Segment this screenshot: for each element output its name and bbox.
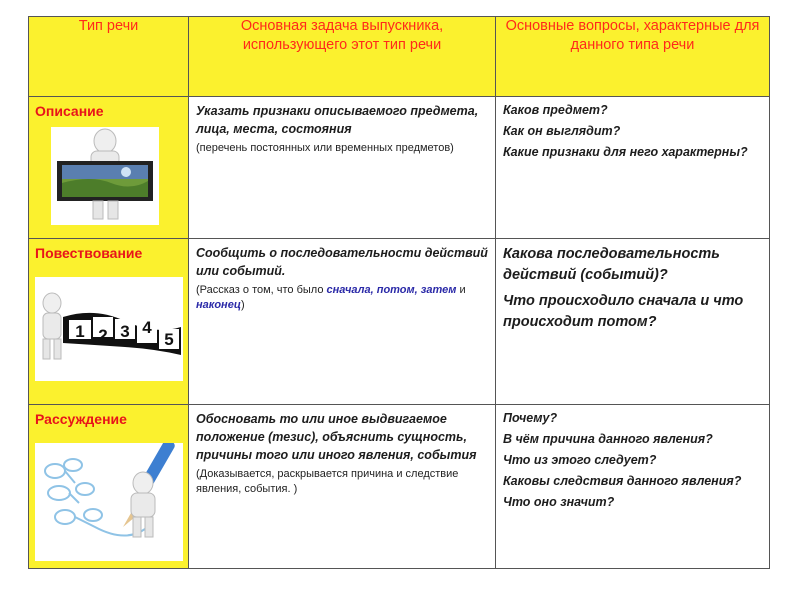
question: Что оно значит? [503,495,615,509]
film-frame-number: 2 [98,326,108,345]
table-row [29,97,770,239]
type-label: Рассуждение [35,411,127,427]
question: Каковы следствия данного явления? [503,474,742,488]
question: Какие признаки для него характерны? [503,145,748,159]
task-cell [189,239,496,405]
header-task: Основная задача выпускника, использующего этот тип речи [189,17,496,97]
type-cell [29,97,189,239]
table-row [29,405,770,569]
task-text: Сообщить о последовательности действий или событий. [196,246,488,278]
question: Каков предмет? [503,103,608,117]
table-row [29,239,770,405]
header-questions: Основные вопросы, характерные для данного типа речи [496,17,770,97]
task-note: (Рассказ о том, что было сначала, потом, затем и наконец) [196,284,466,311]
question: Что из этого следует? [503,453,657,467]
questions-cell [496,405,770,569]
film-frame-number: 4 [142,318,152,337]
man-with-picture-illustration [51,127,159,225]
question: Почему? [503,411,558,425]
task-note: (перечень постоянных или временных предметов) [196,142,454,154]
type-label: Описание [35,103,104,119]
film-frame-number: 3 [120,322,130,341]
question: Что происходило сначала и что происходит потом? [503,293,744,330]
task-text: Указать признаки описываемого предмета, лица, места, состояния [196,104,479,136]
task-cell [189,97,496,239]
speech-types-table [28,16,770,569]
task-cell [189,405,496,569]
task-text: Обосновать то или иное выдвигаемое положение (тезис), объяснить сущность, причины того или иного явления, события [196,412,477,462]
header-row [29,17,770,97]
questions-cell [496,97,770,239]
film-frame-number: 1 [75,322,85,341]
film-frame-number: 5 [164,330,174,349]
type-label: Повествование [35,245,143,261]
question: В чём причина данного явления? [503,432,713,446]
man-with-pencil-diagram-illustration [35,443,183,561]
header-type: Тип речи [29,17,189,97]
question: Какова последовательность действий (событий)? [503,246,720,283]
question: Как он выглядит? [503,124,621,138]
questions-cell [496,239,770,405]
type-cell [29,239,189,405]
task-note: (Доказывается, раскрывается причина и следствие явления, события. ) [196,468,459,495]
man-with-film-strip-illustration [35,277,183,381]
type-cell [29,405,189,569]
